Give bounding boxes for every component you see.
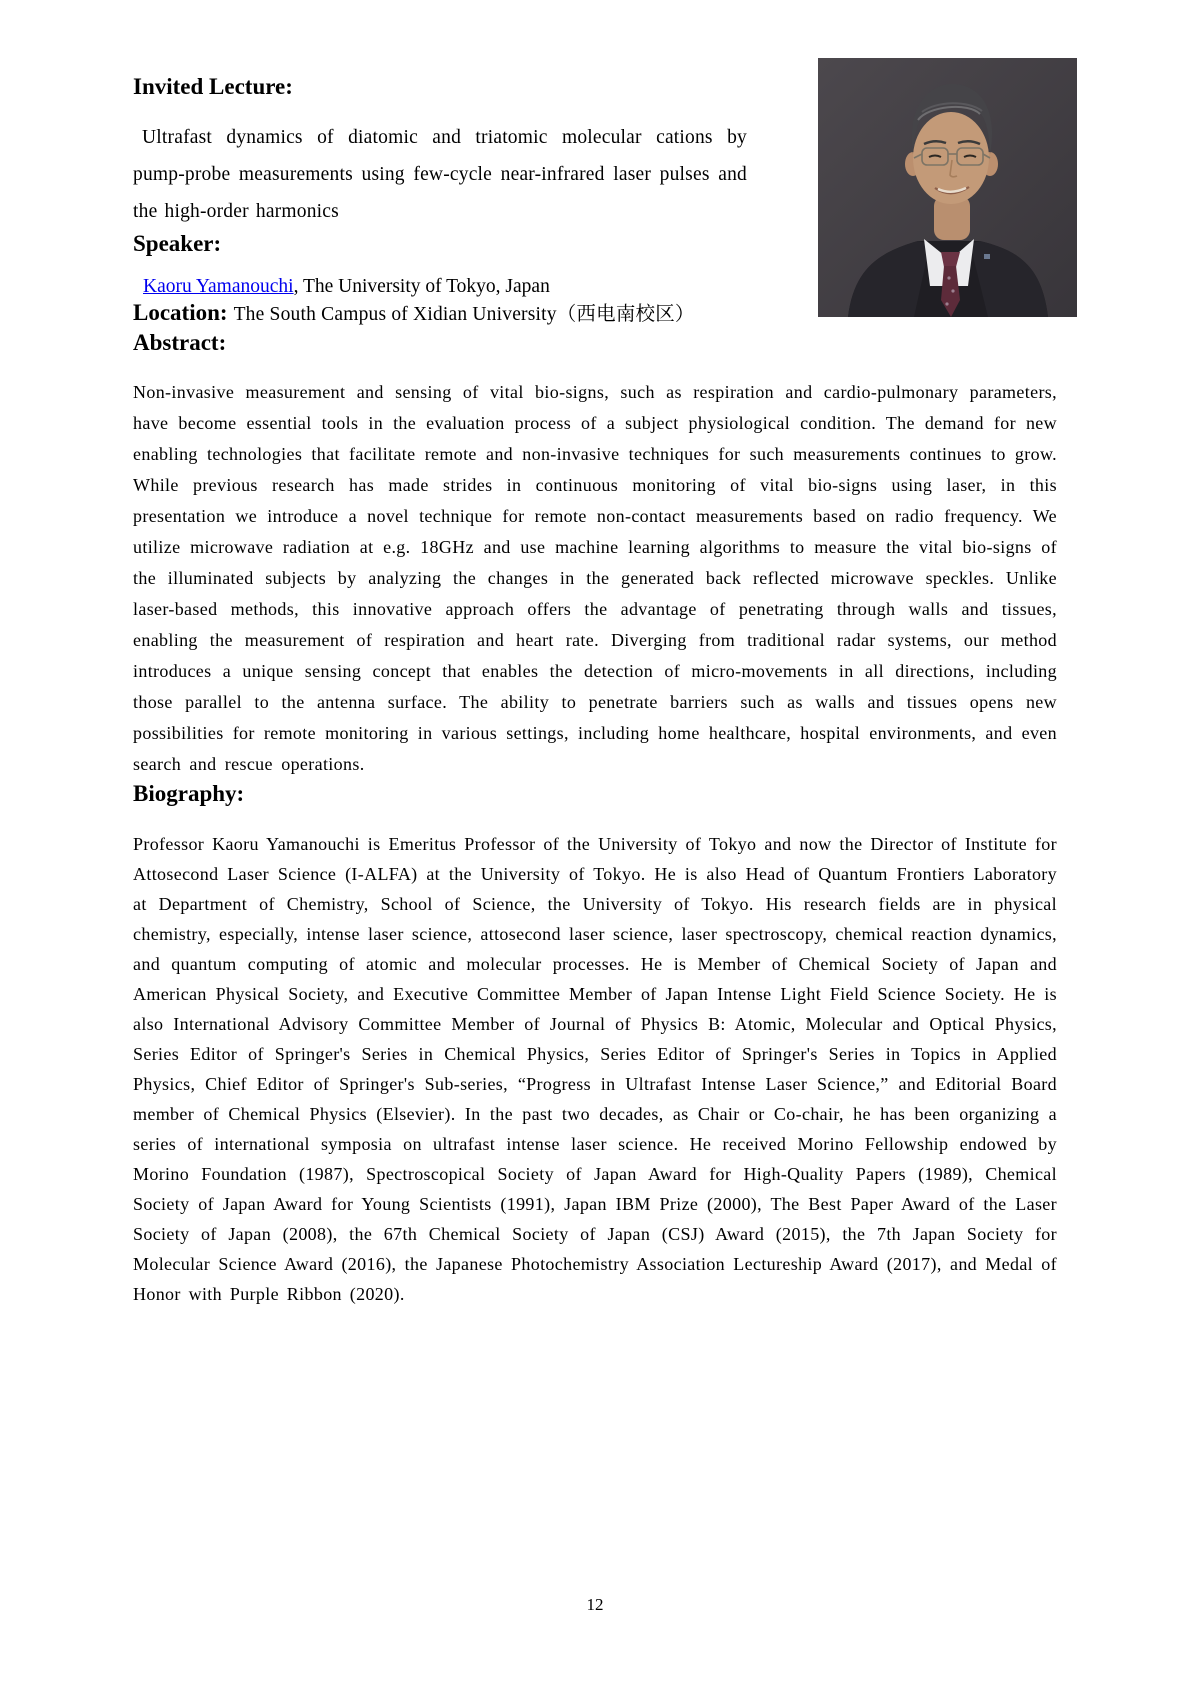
speaker-affiliation: , The University of Tokyo, Japan <box>293 276 550 297</box>
speaker-portrait-illustration <box>818 58 1077 317</box>
lecture-title: Ultrafast dynamics of diatomic and triatomic molecular cations by pump-probe measurements using few-cycle near-infrared laser pulses and the high-order harmonics <box>133 127 747 222</box>
page-number: 12 <box>586 1595 604 1614</box>
location-value: The South Campus of Xidian University（西电南校区） <box>233 304 695 325</box>
biography-text: Professor Kaoru Yamanouchi is Emeritus Professor of the University of Tokyo and now the Director of Institute for Attosecond Laser Science (I-ALFA) at the University of Tokyo. He is also Head of Quantum Frontiers Laboratory at Department of Chemistry, School of Science, the University of Tokyo. His research fields are in physical chemistry, especially, intense laser science, attosecond laser science, laser spectroscopy, chemical reaction dynamics, and quantum computing of atomic and molecular processes. He is Member of Chemical Society of Japan and American Physical Society, and Executive Committee Member of Japan Intense Light Field Science Society. He is also International Advisory Committee Member of Journal of Physics B: Atomic, Molecular and Optical Physics, Series Editor of Springer's Series in Chemical Physics, Series Editor of Springer's Series in Topics in Applied Physics, Chief Editor of Springer's Sub-series, “Progress in Ultrafast Intense Laser Science,” and Editorial Board member of Chemical Physics (Elsevier). In the past two decades, as Chair or Co-chair, he has been organizing a series of international symposia on ultrafast intense laser science. He received Morino Fellowship endowed by Morino Foundation (1987), Spectroscopical Society of Japan Award for High-Quality Papers (1989), Chemical Society of Japan Award for Young Scientists (1991), Japan IBM Prize (2000), The Best Paper Award of the Laser Society of Japan (2008), the 67th Chemical Society of Japan (CSJ) Award (2015), the 7th Japan Society for Molecular Science Award (2016), the Japanese Photochemistry Association Lectureship Award (2017), and Medal of Honor with Purple Ribbon (2020). <box>133 834 1057 1304</box>
abstract-heading: Abstract: <box>133 330 227 355</box>
biography-heading: Biography: <box>133 781 245 806</box>
invited-lecture-heading: Invited Lecture: <box>133 74 293 99</box>
speaker-name-link[interactable]: Kaoru Yamanouchi <box>143 276 294 297</box>
abstract-text: Non-invasive measurement and sensing of vital bio-signs, such as respiration and cardio-pulmonary parameters, have become essential tools in the evaluation process of a subject physiological condition. The demand for new enabling technologies that facilitate remote and non-invasive techniques for such measurements continues to grow. While previous research has made strides in continuous monitoring of vital bio-signs using laser, in this presentation we introduce a novel technique for remote non-contact measurements based on radio frequency. We utilize microwave radiation at e.g. 18GHz and use machine learning algorithms to measure the vital bio-signs of the illuminated subjects by analyzing the changes in the generated back reflected microwave speckles. Unlike laser-based methods, this innovative approach offers the advantage of penetrating through walls and tissues, enabling the measurement of respiration and heart rate. Diverging from traditional radar systems, our method introduces a unique sensing concept that enables the detection of micro-movements in all directions, including those parallel to the antenna surface. The ability to penetrate barriers such as walls and tissues opens new possibilities for remote monitoring in various settings, including home healthcare, hospital environments, and even search and rescue operations. <box>133 382 1057 774</box>
speaker-photo <box>818 58 1077 317</box>
location-label: Location: <box>133 300 228 325</box>
speaker-heading: Speaker: <box>133 231 222 256</box>
